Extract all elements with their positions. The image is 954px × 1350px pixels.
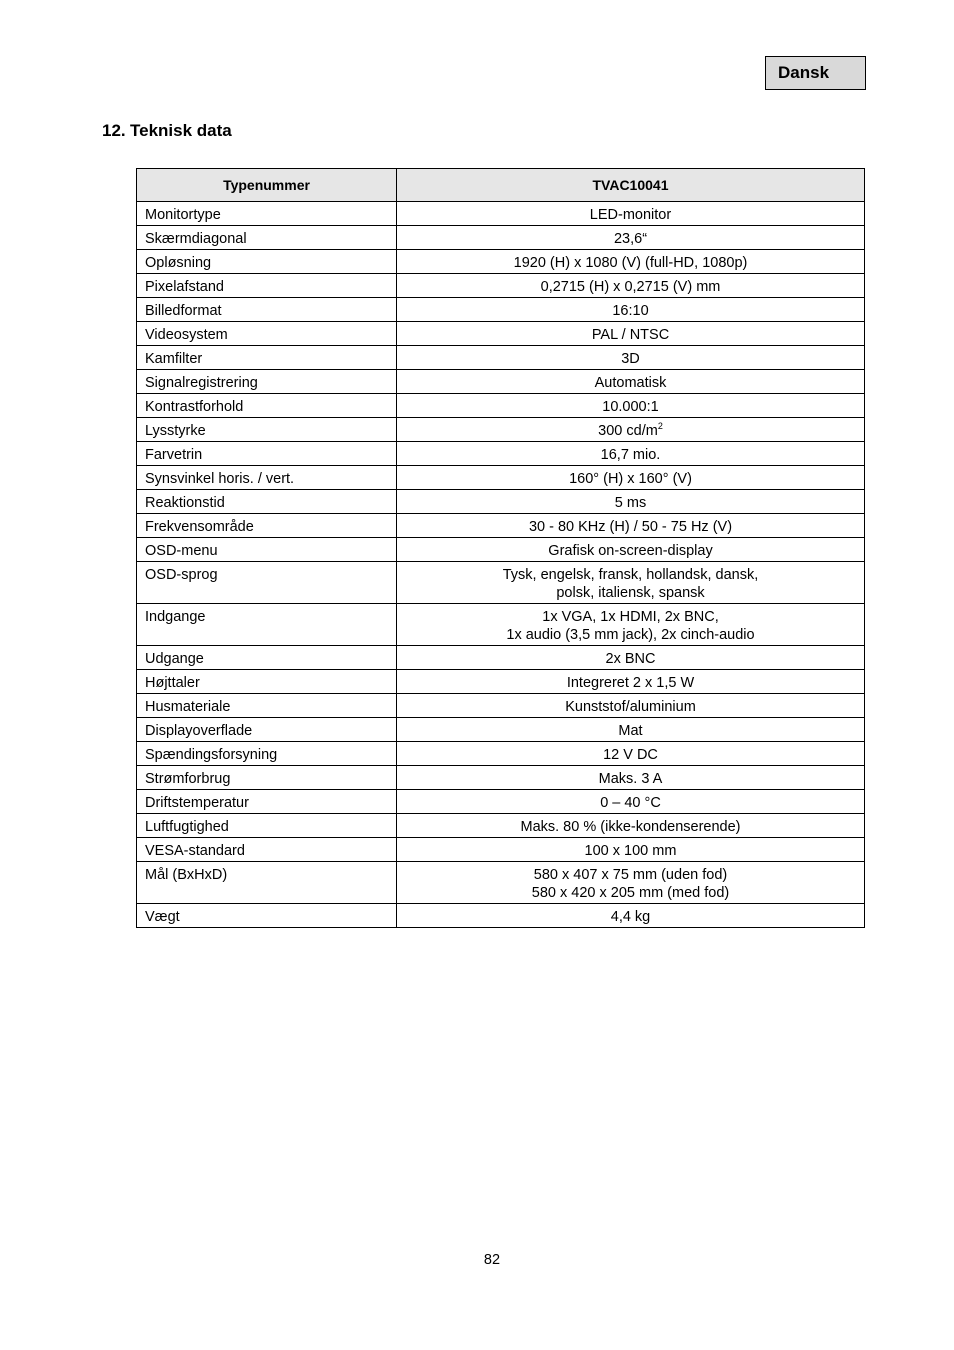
spec-value-text: 300 cd/m	[598, 423, 658, 439]
section-number: 12.	[102, 121, 126, 140]
spec-value-text: 1x audio (3,5 mm jack), 2x cinch-audio	[506, 627, 755, 643]
spec-value-line	[405, 230, 856, 248]
spec-label: Kontrastforhold	[137, 394, 397, 418]
language-badge: Dansk	[765, 56, 866, 90]
table-row	[137, 790, 865, 814]
spec-label: Videosystem	[137, 322, 397, 346]
table-row	[137, 862, 865, 904]
table-row	[137, 298, 865, 322]
table-row	[137, 202, 865, 226]
spec-label: Strømforbrug	[137, 766, 397, 790]
spec-value-line	[405, 674, 856, 692]
spec-value-line	[405, 470, 856, 488]
spec-value-line	[405, 698, 856, 716]
spec-value-text: 1x VGA, 1x HDMI, 2x BNC,	[542, 609, 719, 625]
table-row	[137, 394, 865, 418]
spec-value	[397, 250, 865, 274]
spec-label: Mål (BxHxD)	[137, 862, 397, 904]
spec-value	[397, 226, 865, 250]
spec-value-text: 580 x 420 x 205 mm (med fod)	[531, 885, 730, 901]
spec-value-text: 580 x 407 x 75 mm (uden fod)	[533, 867, 728, 883]
spec-value	[397, 562, 865, 604]
spec-value	[397, 670, 865, 694]
table-row	[137, 742, 865, 766]
spec-table	[136, 168, 865, 928]
spec-label: Synsvinkel horis. / vert.	[137, 466, 397, 490]
spec-value	[397, 904, 865, 928]
spec-value-text: 23,6“	[613, 231, 648, 247]
spec-label: Farvetrin	[137, 442, 397, 466]
spec-label: Pixelafstand	[137, 274, 397, 298]
spec-value-text: 2x BNC	[605, 651, 656, 667]
spec-value	[397, 514, 865, 538]
spec-value	[397, 814, 865, 838]
spec-value-text: 30 - 80 KHz (H) / 50 - 75 Hz (V)	[528, 519, 733, 535]
table-row	[137, 814, 865, 838]
spec-value-text: 12 V DC	[603, 747, 658, 763]
spec-value	[397, 466, 865, 490]
spec-value-text: Grafisk on-screen-display	[548, 543, 713, 559]
spec-label: VESA-standard	[137, 838, 397, 862]
table-row	[137, 466, 865, 490]
spec-value	[397, 538, 865, 562]
spec-value-text: 1920 (H) x 1080 (V) (full-HD, 1080p)	[513, 255, 748, 271]
spec-value-line	[405, 842, 856, 860]
spec-value	[397, 718, 865, 742]
spec-value-text: Integreret 2 x 1,5 W	[566, 675, 695, 691]
table-row	[137, 226, 865, 250]
spec-value-text: 10.000:1	[602, 399, 659, 415]
spec-value	[397, 646, 865, 670]
spec-value-line	[405, 542, 856, 560]
spec-value-line	[405, 446, 856, 464]
table-row	[137, 718, 865, 742]
spec-value-line	[405, 908, 856, 926]
spec-label: Frekvensområde	[137, 514, 397, 538]
spec-value-text: 5 ms	[614, 495, 647, 511]
spec-value-line	[405, 518, 856, 536]
table-row	[137, 766, 865, 790]
table-row	[137, 670, 865, 694]
spec-value-text: Maks. 80 % (ikke-kondenserende)	[520, 819, 741, 835]
spec-value-text: 3D	[621, 351, 640, 367]
spec-value	[397, 442, 865, 466]
table-row	[137, 322, 865, 346]
spec-label: Vægt	[137, 904, 397, 928]
spec-value-line	[405, 584, 856, 602]
spec-label: Udgange	[137, 646, 397, 670]
spec-label: Driftstemperatur	[137, 790, 397, 814]
spec-value-line	[405, 326, 856, 344]
spec-value-line	[405, 608, 856, 626]
spec-value	[397, 790, 865, 814]
spec-value	[397, 862, 865, 904]
spec-value	[397, 604, 865, 646]
spec-value-text: polsk, italiensk, spansk	[556, 585, 705, 601]
spec-value-line	[405, 746, 856, 764]
spec-value	[397, 838, 865, 862]
spec-value-line	[405, 350, 856, 368]
spec-value-line	[405, 278, 856, 296]
spec-value-text: LED-monitor	[589, 207, 672, 223]
spec-value-text: PAL / NTSC	[591, 327, 670, 343]
spec-value-line	[405, 866, 856, 884]
spec-value-text: 160° (H) x 160° (V)	[569, 471, 692, 487]
spec-value-text: 0,2715 (H) x 0,2715 (V) mm	[540, 279, 721, 295]
spec-value-text: Maks. 3 A	[598, 771, 663, 787]
spec-value-text: 100 x 100 mm	[584, 843, 677, 859]
spec-value-line	[405, 794, 856, 812]
spec-label: Opløsning	[137, 250, 397, 274]
page-number: 82	[483, 1252, 501, 1268]
spec-value-line	[405, 254, 856, 272]
spec-value	[397, 322, 865, 346]
spec-value-line	[405, 770, 856, 788]
spec-value	[397, 742, 865, 766]
spec-value-line	[405, 398, 856, 416]
spec-value-text: Tysk, engelsk, fransk, hollandsk, dansk,	[502, 567, 759, 583]
section-title-text: Teknisk data	[130, 121, 232, 140]
table-row	[137, 370, 865, 394]
spec-value-line	[405, 566, 856, 584]
spec-label: Kamfilter	[137, 346, 397, 370]
table-row	[137, 442, 865, 466]
spec-value	[397, 298, 865, 322]
spec-label: Skærmdiagonal	[137, 226, 397, 250]
table-row	[137, 604, 865, 646]
table-row	[137, 838, 865, 862]
spec-value-line	[405, 650, 856, 668]
spec-value-line	[405, 302, 856, 320]
table-row	[137, 274, 865, 298]
section-title	[102, 120, 232, 142]
spec-value-text: Kunststof/aluminium	[565, 699, 696, 715]
table-row	[137, 562, 865, 604]
spec-value-line	[405, 884, 856, 902]
spec-label: Billedformat	[137, 298, 397, 322]
spec-value	[397, 346, 865, 370]
table-row	[137, 250, 865, 274]
spec-value-text: 0 – 40 °C	[600, 795, 661, 811]
spec-label: OSD-menu	[137, 538, 397, 562]
spec-value-line	[405, 374, 856, 392]
table-row	[137, 538, 865, 562]
spec-value-line	[405, 422, 856, 440]
spec-value	[397, 370, 865, 394]
spec-label: Spændingsforsyning	[137, 742, 397, 766]
spec-value-line	[405, 206, 856, 224]
spec-value-text: Automatisk	[594, 375, 667, 391]
spec-value-text: Mat	[618, 723, 643, 739]
header-type-number: Typenummer	[137, 169, 397, 202]
table-header-row	[137, 169, 865, 202]
spec-label: Reaktionstid	[137, 490, 397, 514]
spec-value	[397, 694, 865, 718]
spec-value	[397, 202, 865, 226]
spec-value	[397, 766, 865, 790]
spec-label: Lysstyrke	[137, 418, 397, 442]
spec-value	[397, 274, 865, 298]
table-row	[137, 490, 865, 514]
table-row	[137, 694, 865, 718]
table-row	[137, 646, 865, 670]
spec-value	[397, 490, 865, 514]
spec-value-line	[405, 626, 856, 644]
header-model: TVAC10041	[397, 169, 865, 202]
spec-value	[397, 394, 865, 418]
spec-value-text: 16,7 mio.	[600, 447, 661, 463]
spec-value-text: 4,4 kg	[610, 909, 651, 925]
spec-value-line	[405, 818, 856, 836]
spec-value-text: 16:10	[612, 303, 649, 319]
table-row	[137, 346, 865, 370]
spec-label: Luftfugtighed	[137, 814, 397, 838]
spec-value-line	[405, 722, 856, 740]
table-row	[137, 514, 865, 538]
spec-label: Monitortype	[137, 202, 397, 226]
spec-label: Displayoverflade	[137, 718, 397, 742]
spec-label: OSD-sprog	[137, 562, 397, 604]
spec-label: Indgange	[137, 604, 397, 646]
table-row	[137, 418, 865, 442]
spec-value	[397, 418, 865, 442]
spec-label: Signalregistrering	[137, 370, 397, 394]
spec-label: Husmateriale	[137, 694, 397, 718]
superscript: 2	[657, 421, 663, 432]
spec-label: Højttaler	[137, 670, 397, 694]
table-row	[137, 904, 865, 928]
spec-value-line	[405, 494, 856, 512]
